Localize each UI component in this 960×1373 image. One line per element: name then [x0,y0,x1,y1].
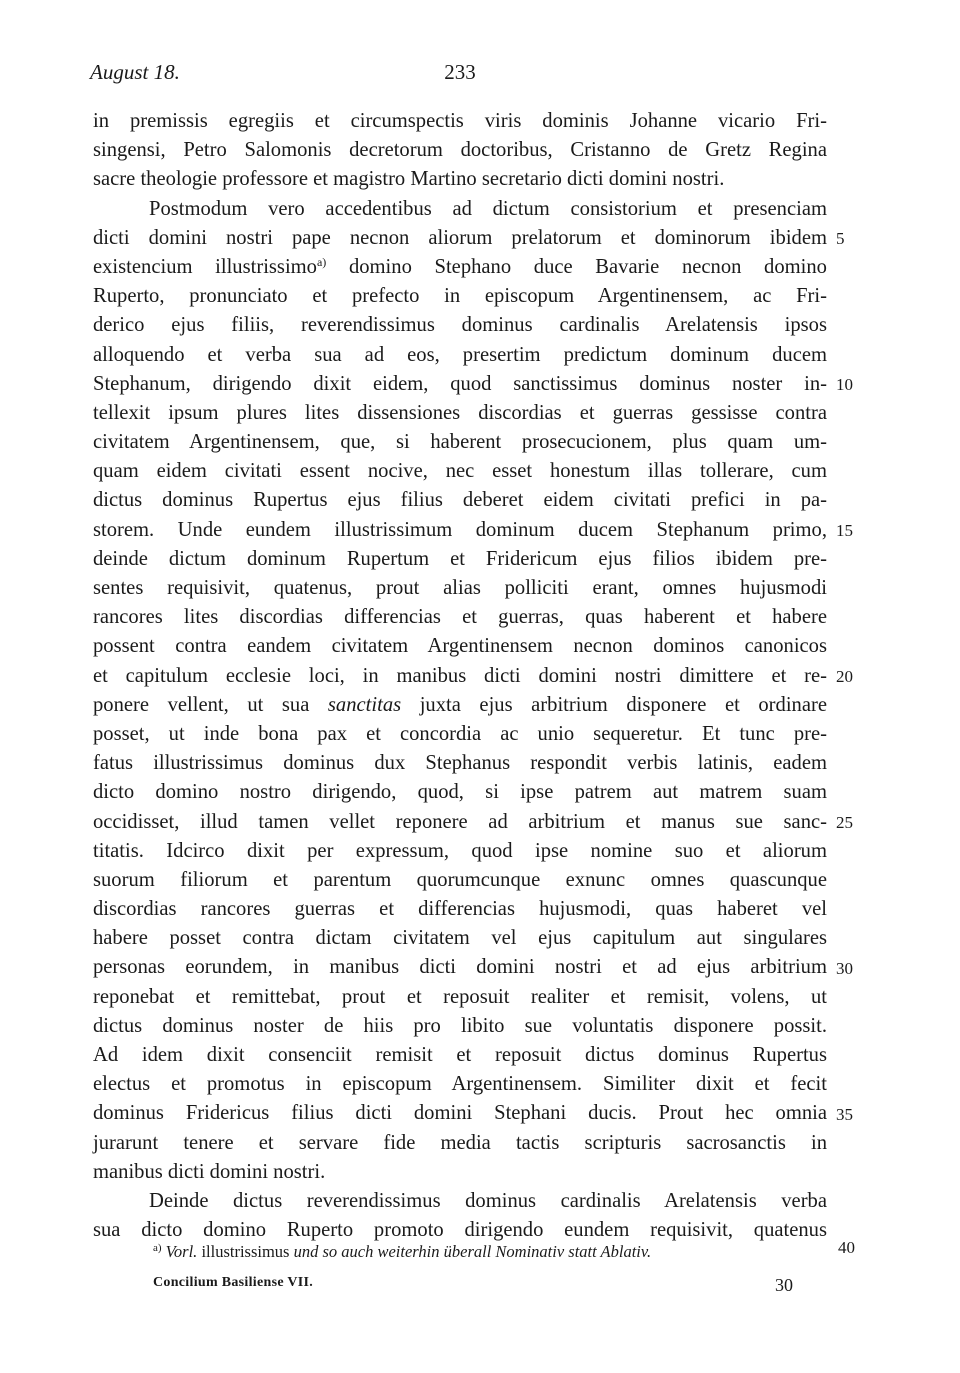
text-line: dominus Fridericus filius dicti domini Stephani ducis. Prout hec omnia [93,1102,827,1125]
text-line: discordias rancores guerras et differencias hujusmodi, quas haberet vel [93,898,827,921]
text-line: in premissis egregiis et circumspectis viris dominis Johanne vicario Fri- [93,110,827,132]
line-number: 15 [836,520,853,540]
running-head-date: August 18. [90,60,180,84]
footnote-italic-note: und so auch weiterhin überall Nominativ statt Ablativ. [293,1242,652,1261]
text-line: occidisset, illud tamen vellet reponere ad arbitrium et manus sue sanc- [93,810,827,833]
text-line: alloquendo et verba sua ad eos, presertim predictum dominum ducem [93,343,827,366]
text-line: suorum filiorum et parentum quorumcunque exnunc omnes quascunque [93,868,827,891]
footnote [153,1236,853,1264]
text-line: et capitulum ecclesie loci, in manibus dicti domini nostri dimittere et re- [93,664,827,687]
signature-title: Concilium Basiliense VII. [153,1275,314,1290]
footnote-plain-text: illustrissimus [197,1242,294,1261]
text-segment: domino Stephano duce Bavarie necnon domino [326,255,827,278]
text-segment: ponere vellent, ut sua [93,693,328,716]
line-number: 35 [836,1104,853,1124]
text-line: dicto domino nostro dirigendo, quod, si ipse patrem aut matrem suam [93,781,827,804]
text-line: possent contra eandem civitatem Argentinensem necnon dominos canonicos [93,635,827,658]
line-number: 20 [836,666,853,686]
text-line: Ad idem dixit consenciit remisit et reposuit dictus dominus Rupertus [93,1044,827,1066]
line-number: 10 [836,374,853,394]
text-line: Ruperto, pronunciato et prefecto in episcopum Argentinensem, ac Fri- [93,285,827,308]
text-line: dictus dominus noster de hiis pro libito sue voluntatis disponere possit. [93,1014,827,1037]
line-number: 30 [836,958,853,978]
text-line: titatis. Idcirco dixit per expressum, quod ipse nomine suo et aliorum [93,839,827,862]
footnote-mark: a) [153,1242,162,1254]
text-line: sentes requisivit, quatenus, prout alias polliciti erant, omnes hujusmodi [93,577,827,599]
text-line: singensi, Petro Salomonis decretorum doctoribus, Cristanno de Gretz Regina [93,139,827,162]
text-line: jurarunt tenere et servare fide media tactis scripturis sacrosanctis in [93,1131,827,1154]
signature-line [153,1275,793,1299]
line-number: 5 [836,228,845,248]
italic-word: sanctitas [327,693,402,716]
text-line: dicti domini nostri pape necnon aliorum prelatorum et dominorum ibidem [93,226,827,249]
text-line: habere posset contra dictam civitatem vel ejus capitulum aut singulares [93,927,827,950]
text-line: deinde dictum dominum Rupertum et Fridericum ejus filios ibidem pre- [93,547,827,570]
text-segment: juxta ejus arbitrium disponere et ordinare [401,693,827,716]
text-line: Deinde dictus reverendissimus dominus cardinalis Arelatensis verba [149,1189,827,1212]
text-line: derico ejus filiis, reverendissimus dominus cardinalis Arelatensis ipsos [93,314,827,337]
text-line: electus et promotus in episcopum Argentinensem. Similiter dixit et fecit [93,1073,827,1096]
text-line: quam eidem civitati essent nocive, nec esset honestum illas tollerare, cum [93,460,827,483]
text-line: rancores lites discordias differencias et guerras, quas haberent et habere [93,606,827,629]
text-line [93,253,827,282]
text-line: personas eorundem, in manibus dicti domini nostri et ad ejus arbitrium [93,956,827,979]
text-segment: existencium illustrissimo [93,255,317,278]
text-line: Postmodum vero accedentibus ad dictum consistorium et presenciam [149,197,827,220]
text-line: dictus dominus Rupertus ejus filius deberet eidem civitati prefici in pa- [93,489,827,512]
footnote-italic-vorl: Vorl. [165,1242,198,1261]
text-line: tellexit ipsum plures lites dissensiones discordias et guerras gessisse contra [93,401,827,424]
footnote-reference: a) [316,254,327,269]
text-line: reponebat et remittebat, prout et reposuit realiter et remisit, volens, ut [93,985,827,1008]
running-head [90,60,830,90]
text-line: sua dicto domino Ruperto promoto dirigendo eundem requisivit, quatenus [93,1219,827,1242]
page-number: 233 [444,60,476,84]
text-line: fatus illustrissimus dominus dux Stephanus respondit verbis latinis, eadem [93,752,827,775]
text-line: Stephanum, dirigendo dixit eidem, quod sanctissimus dominus noster in- [93,372,827,395]
text-line: sacre theologie professore et magistro Martino secretario dicti domini nostri. [93,168,725,191]
text-line: manibus dicti domini nostri. [93,1160,326,1183]
body-text [93,107,827,1245]
text-line: storem. Unde eundem illustrissimum dominum ducem Stephanum primo, [93,518,827,541]
text-line: civitatem Argentinensem, que, si haberent prosecucionem, plus quam um- [93,431,827,454]
footnote-line-number: 40 [838,1238,855,1257]
signature-number: 30 [775,1275,793,1295]
line-number: 25 [836,812,853,832]
text-line: posset, ut inde bona pax et concordia ac unio sequeretur. Et tunc pre- [93,722,827,745]
text-line [93,691,827,720]
